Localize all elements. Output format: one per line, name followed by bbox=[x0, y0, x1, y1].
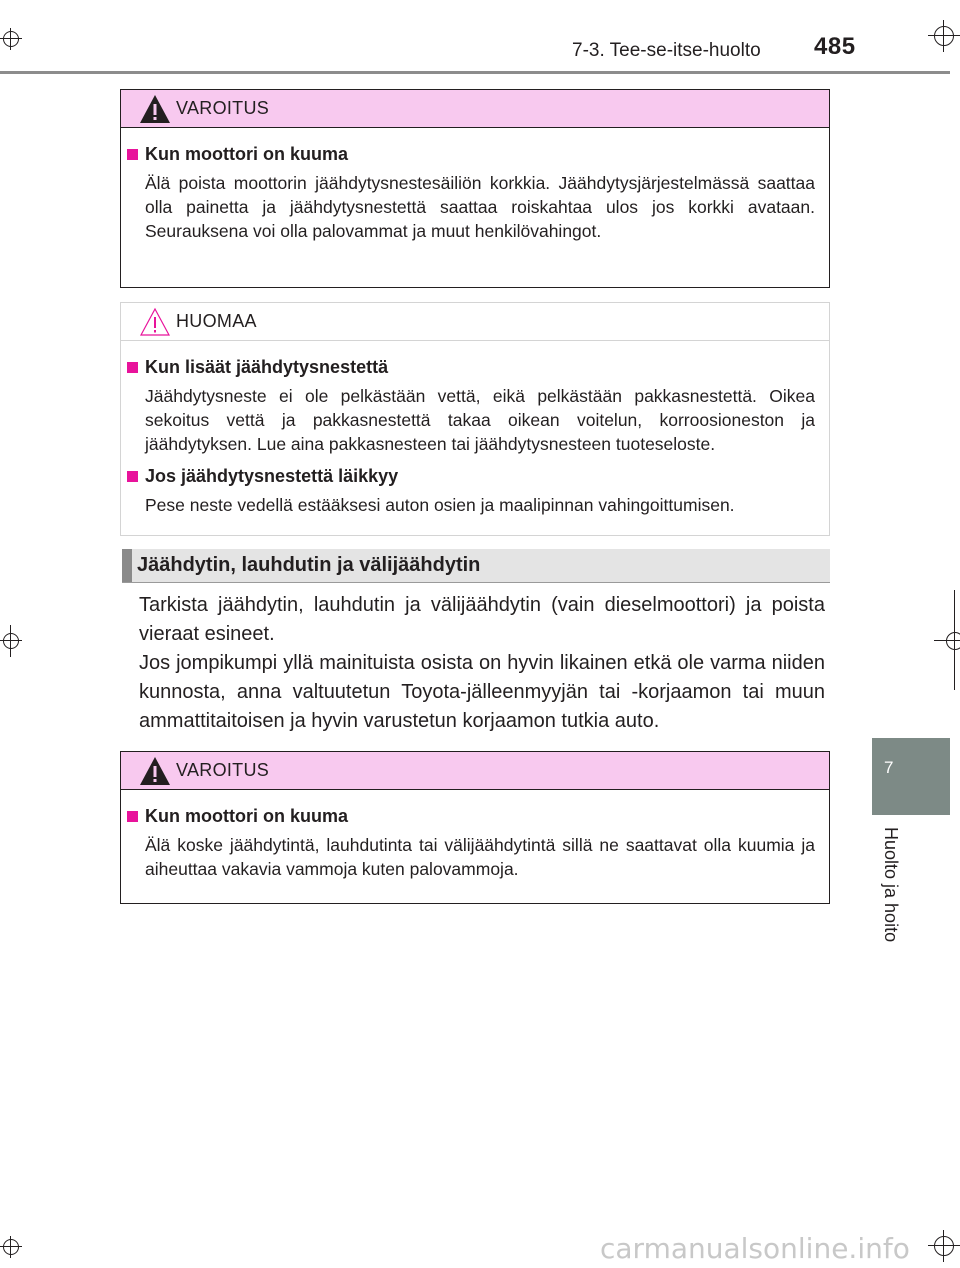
registration-mark-mid-left bbox=[0, 625, 22, 657]
warning-box-hot-radiator bbox=[120, 751, 830, 904]
bullet-square-icon bbox=[127, 362, 138, 373]
bullet-square-icon bbox=[127, 149, 138, 160]
warning-header bbox=[121, 752, 829, 790]
notice-item-coolant-spill bbox=[127, 466, 815, 517]
chapter-label-text: Huolto ja hoito bbox=[881, 827, 901, 943]
warning-item bbox=[127, 806, 815, 881]
warning-label: VAROITUS bbox=[176, 760, 270, 780]
warning-triangle-icon bbox=[139, 756, 171, 791]
notice-header bbox=[121, 303, 829, 341]
chapter-label bbox=[880, 827, 906, 957]
item-text: Jäähdytysneste ei ole pelkästään vettä, eikä pelkästään pakkasnestettä. Oikea sekoitus vettä ja pakkasnestettä takaa oikean voitelun, korroosioneston ja jäähdytyksen. Lue aina pakkasnesteen tai jäähdytysnesteen tuoteseloste. bbox=[145, 386, 815, 454]
caution-triangle-icon bbox=[139, 307, 171, 342]
bullet-square-icon bbox=[127, 471, 138, 482]
item-title: Jos jäähdytysnestettä läikkyy bbox=[145, 466, 399, 486]
heading-accent bbox=[122, 549, 132, 582]
chapter-number: 7 bbox=[884, 758, 894, 777]
notice-box-coolant bbox=[120, 302, 830, 536]
item-text: Pese neste vedellä estääksesi auton osien ja maalipinnan vahingoittumisen. bbox=[145, 495, 735, 515]
warning-triangle-icon bbox=[139, 94, 171, 129]
body-paragraph-1: Tarkista jäähdytin, lauhdutin ja välijäähdytin (vain dieselmoottori) ja poista vieraat esineet. bbox=[139, 594, 825, 645]
warning-item bbox=[127, 144, 815, 243]
header-rule bbox=[0, 71, 950, 74]
chapter-tab[interactable] bbox=[872, 738, 950, 815]
notice-label: HUOMAA bbox=[176, 311, 257, 331]
item-title: Kun moottori on kuuma bbox=[145, 144, 348, 164]
section-heading-text: Jäähdytin, lauhdutin ja välijäähdytin bbox=[137, 554, 481, 576]
item-title: Kun moottori on kuuma bbox=[145, 806, 348, 826]
notice-item-adding-coolant bbox=[127, 357, 815, 456]
watermark: carmanualsonline.info bbox=[600, 1232, 910, 1265]
registration-mark-bottom-left bbox=[0, 1236, 22, 1258]
warning-label: VAROITUS bbox=[176, 98, 270, 118]
section-title: 7-3. Tee-se-itse-huolto bbox=[572, 40, 761, 61]
registration-mark-bottom-right bbox=[928, 1230, 960, 1262]
body-paragraph-2: Jos jompikumpi yllä mainituista osista on hyvin likainen etkä ole varma niiden kunnosta, anna valtuutetun Toyota-jälleenmyyjän tai -korjaamon tai muun ammattitaitoisen ja hyvin varustetun korjaamon tutkia auto. bbox=[139, 652, 825, 732]
section-heading bbox=[122, 549, 830, 583]
item-text: Älä koske jäähdytintä, lauhdutinta tai välijäähdytintä sillä ne saattavat olla kuumia ja aiheuttaa vakavia vammoja kuten palovammoja. bbox=[145, 835, 815, 879]
registration-mark-top-right bbox=[928, 20, 960, 52]
item-text: Älä poista moottorin jäähdytysnestesäiliön korkkia. Jäähdytysjärjestelmässä saattaa olla painetta ja jäähdytysnestettä saattaa roiskahtaa ulos jos korkki avataan. Seurauksena voi olla palovammat ja muut henkilövahingot. bbox=[145, 173, 815, 241]
warning-header bbox=[121, 90, 829, 128]
item-title: Kun lisäät jäähdytysnestettä bbox=[145, 357, 389, 377]
registration-mark-top-left bbox=[0, 28, 22, 50]
bullet-square-icon bbox=[127, 811, 138, 822]
page-number: 485 bbox=[814, 33, 856, 60]
warning-box-hot-engine bbox=[120, 89, 830, 288]
registration-mark-mid-right bbox=[934, 590, 960, 690]
